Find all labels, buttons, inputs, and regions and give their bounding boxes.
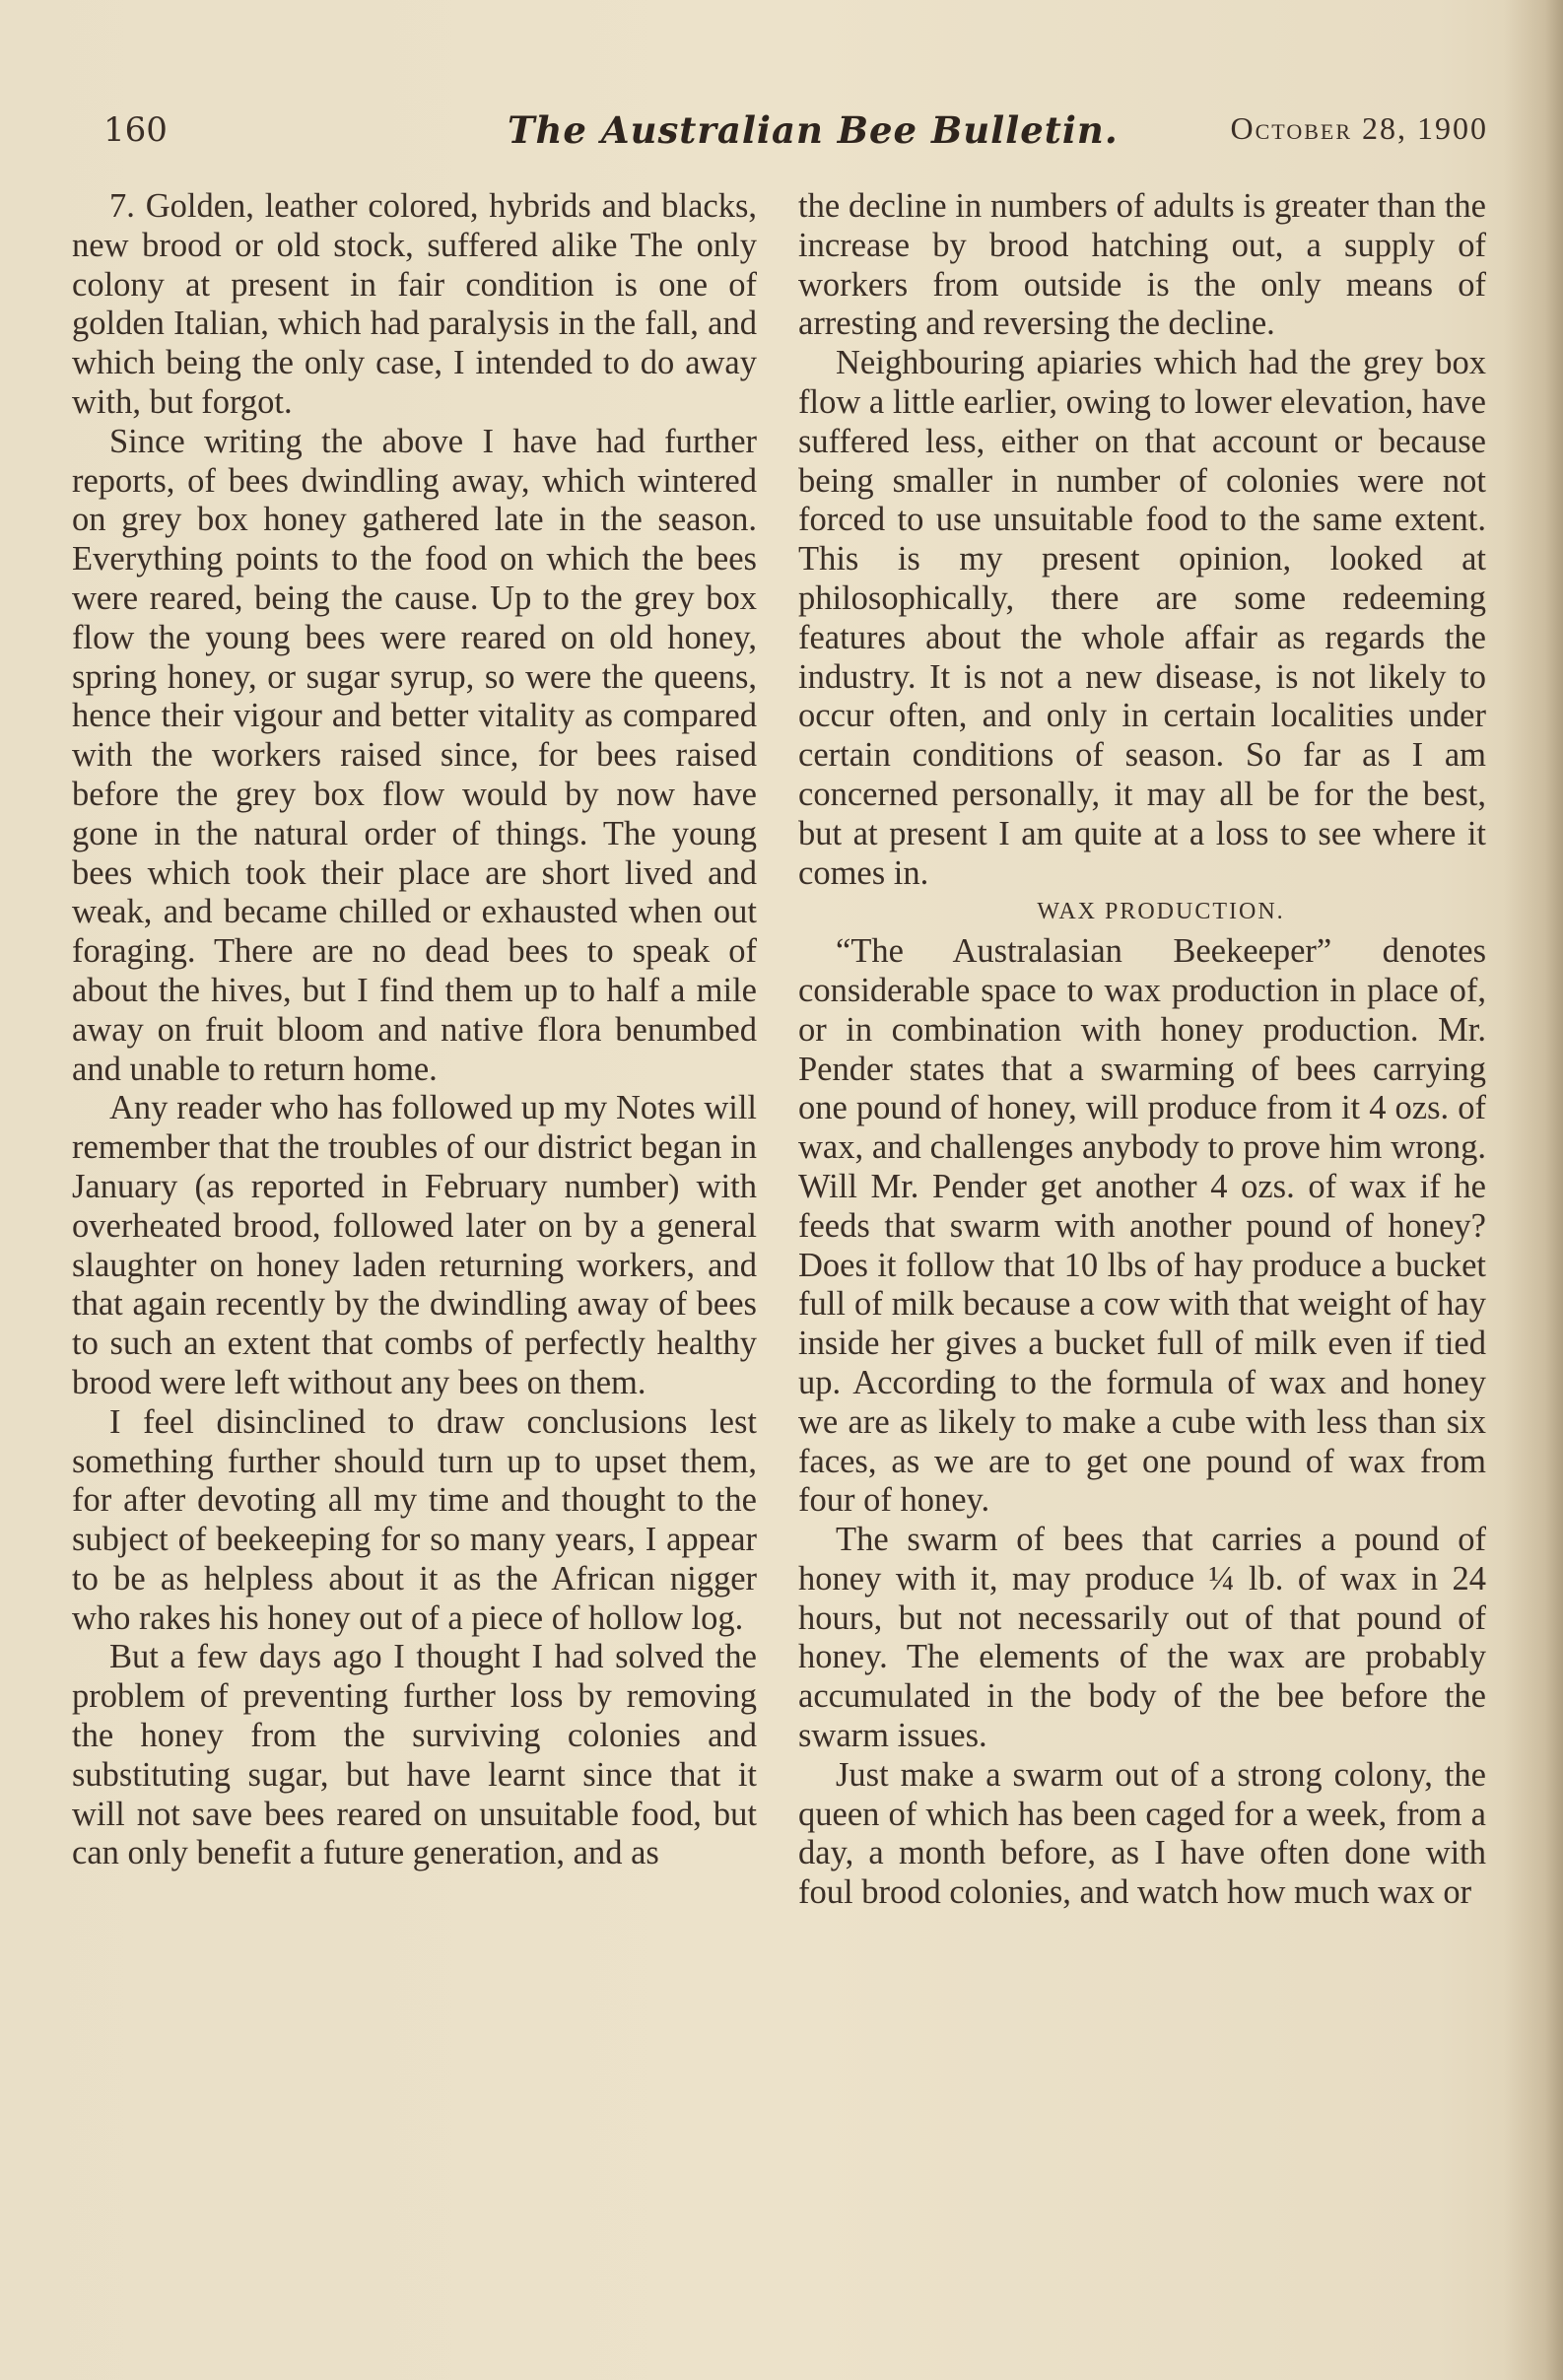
- page-edge-shadow: [1504, 0, 1563, 2380]
- page-number: 160: [103, 110, 168, 150]
- paragraph-problem-solved: But a few days ago I thought I had solved the problem of preventing further loss by removing the honey from the surviving colonies and substituting sugar, but have learnt since that it will not save bees reared on unsuitable food, but can only benefit a future generation, and as: [72, 1638, 757, 1872]
- journal-title: The Australian Bee Bulletin.: [508, 108, 1119, 152]
- left-column: [72, 187, 757, 1873]
- right-column: [798, 187, 1486, 1913]
- issue-date: October 28, 1900: [1230, 110, 1488, 146]
- paragraph-dwindling-reports: Since writing the above I have had further reports, of bees dwindling away, which wintered on grey box honey gathered late in the season. Everything points to the food on which the bees were reared, being the cause. Up to the grey box flow the young bees were reared on old honey, spring honey, or sugar syrup, so were the queens, hence their vigour and better vitality as compared with the workers raised since, for bees raised before the grey box flow would by now have gone in the natural order of things. The young bees which took their place are short lived and weak, and became chilled or exhausted when out foraging. There are no dead bees to speak of about the hives, but I find them up to half a mile away on fruit bloom and native flora benumbed and unable to return home.: [72, 422, 757, 1088]
- running-header: [103, 102, 1488, 158]
- paragraph-make-a-swarm: Just make a swarm out of a strong colony, the queen of which has been caged for a week, from a day, a month before, as I have often done with foul brood colonies, and watch how much wax or: [798, 1755, 1486, 1912]
- paragraph-continuation: the decline in numbers of adults is greater than the increase by brood hatching out, a supply of workers from outside is the only means of arresting and reversing the decline.: [798, 187, 1486, 343]
- paragraph-golden-colonies: 7. Golden, leather colored, hybrids and blacks, new brood or old stock, suffered alike The only colony at present in fair condition is one of golden Italian, which had paralysis in the fall, and which being the only case, I intended to do away with, but forgot.: [72, 187, 757, 421]
- paragraph-district-troubles: Any reader who has followed up my Notes will remember that the troubles of our district began in January (as reported in February number) with overheated brood, followed later on by a general slaughter on honey laden returning workers, and that again recently by the dwindling away of bees to such an extent that combs of perfectly healthy brood were left without any bees on them.: [72, 1089, 757, 1401]
- section-heading-wax-production: WAX PRODUCTION.: [1037, 899, 1285, 925]
- paragraph-australasian-beekeeper: “The Australasian Beekeeper” denotes considerable space to wax production in place of, or in combination with honey production. Mr. Pender states that a swarming of bees carrying one pound of honey, will produce from it 4 ozs. of wax, and challenges anybody to prove him wrong. Will Mr. Pender get another 4 ozs. of wax if he feeds that swarm with another pound of honey? Does it follow that 10 lbs of hay produce a bucket full of milk because a cow with that weight of hay inside her gives a bucket full of milk even if tied up. According to the formula of wax and honey we are as likely to make a cube with less than six faces, as we are to get one pound of wax from four of honey.: [798, 932, 1486, 1520]
- paragraph-disinclined-conclusions: I feel disinclined to draw conclusions lest something further should turn up to upset them, for after devoting all my time and thought to the subject of beekeeping for so many years, I appear to be as helpless about it as the African nigger who rakes his honey out of a piece of hollow log.: [72, 1402, 757, 1637]
- paragraph-swarm-pound-honey: The swarm of bees that carries a pound of honey with it, may produce ¼ lb. of wax in 24 hours, but not necessarily out of that pound of honey. The elements of the wax are probably accumulated in the body of the bee before the swarm issues.: [798, 1521, 1486, 1755]
- paragraph-neighbouring-apiaries: Neighbouring apiaries which had the grey box flow a little earlier, owing to lower elevation, have suffered less, either on that account or because being smaller in number of colonies were not forced to use unsuitable food to the same extent. This is my present opinion, looked at philosophically, there are some redeeming features about the whole affair as regards the industry. It is not a new disease, is not likely to occur often, and only in certain localities under certain conditions of season. So far as I am concerned personally, it may all be for the best, but at present I am quite at a loss to see where it comes in.: [798, 344, 1486, 892]
